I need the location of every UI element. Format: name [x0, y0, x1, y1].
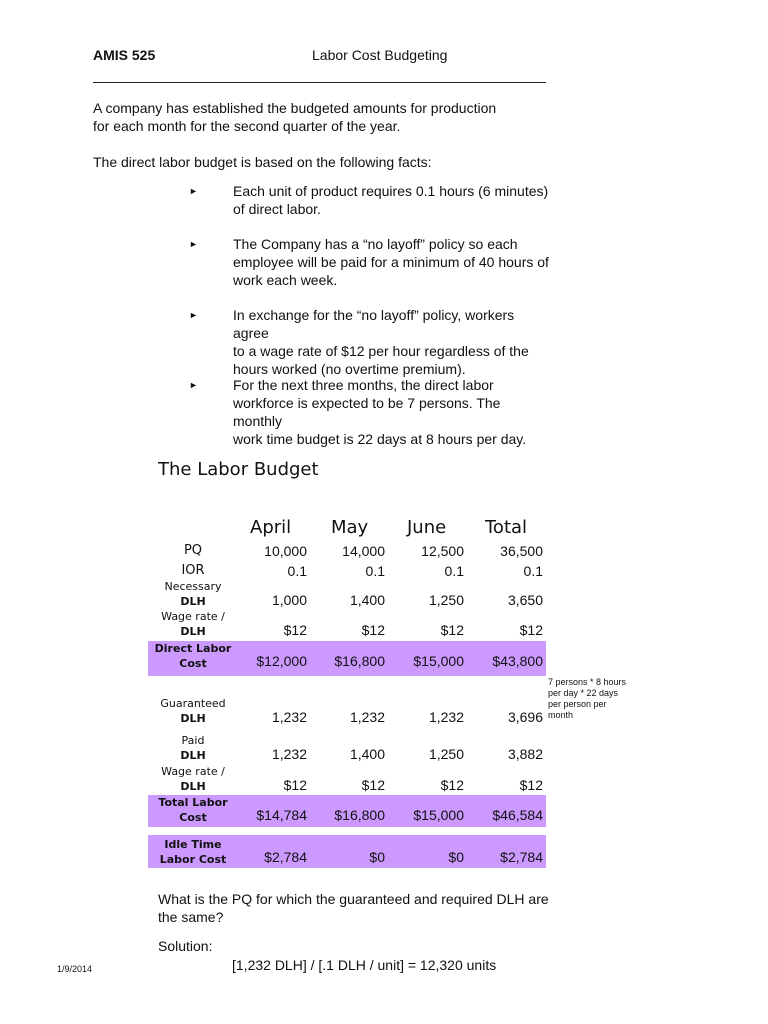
bullet-icon: ►	[189, 310, 198, 320]
bullet-line: employee will be paid for a minimum of 40 hours of	[233, 254, 549, 270]
cell-dlc-may: $16,800	[334, 653, 385, 669]
row-label-total-labor-cost: Total Labor Cost	[158, 796, 228, 824]
header-rule	[93, 82, 546, 83]
cell-pq-april: 10,000	[264, 543, 307, 559]
cell-wage1-may: $12	[361, 622, 385, 638]
cell-wage2-total: $12	[519, 777, 543, 793]
cell-gdlh-may: 1,232	[349, 709, 385, 725]
cell-dlc-total: $43,800	[492, 653, 543, 669]
bullet-icon: ►	[189, 186, 198, 196]
cell-wage1-june: $12	[440, 622, 464, 638]
solution-formula: [1,232 DLH] / [.1 DLH / unit] = 12,320 units	[232, 957, 497, 973]
row-label-wage-rate: Wage rate / DLH	[161, 765, 225, 793]
cell-ior-april: 0.1	[287, 563, 307, 579]
bullet-icon: ►	[189, 380, 198, 390]
column-header-april: April	[250, 517, 292, 538]
cell-ndlh-june: 1,250	[428, 592, 464, 608]
cell-wage2-may: $12	[361, 777, 385, 793]
row-label-paid-dlh: Paid DLH	[180, 734, 206, 762]
cell-gdlh-total: 3,696	[507, 709, 543, 725]
cell-tlc-total: $46,584	[492, 807, 543, 823]
bullet-line: For the next three months, the direct labor	[233, 377, 494, 393]
cell-tlc-april: $14,784	[256, 807, 307, 823]
cell-ior-total: 0.1	[523, 563, 543, 579]
solution-label: Solution:	[158, 938, 213, 954]
row-label-ior: IOR	[181, 563, 205, 578]
cell-wage2-april: $12	[283, 777, 307, 793]
cell-tlc-june: $15,000	[413, 807, 464, 823]
guaranteed-dlh-note: 7 persons * 8 hours per day * 22 days per person per month	[548, 677, 627, 720]
cell-pq-may: 14,000	[342, 543, 385, 559]
cell-itlc-total: $2,784	[500, 849, 543, 865]
bullet-line: work each week.	[233, 272, 338, 288]
row-label-necessary-dlh: Necessary DLH	[164, 580, 222, 608]
bullet-line: of direct labor.	[233, 201, 321, 217]
cell-tlc-may: $16,800	[334, 807, 385, 823]
cell-wage1-april: $12	[283, 622, 307, 638]
row-label-wage-rate: Wage rate / DLH	[161, 610, 225, 638]
bullet-icon: ►	[189, 239, 198, 249]
bullet-item	[233, 182, 553, 218]
cell-pdlh-total: 3,882	[507, 746, 543, 762]
cell-ndlh-total: 3,650	[507, 592, 543, 608]
bullet-line: workforce is expected to be 7 persons. The monthly	[233, 395, 501, 429]
row-label-pq: PQ	[183, 543, 203, 558]
cell-dlc-june: $15,000	[413, 653, 464, 669]
cell-ndlh-april: 1,000	[271, 592, 307, 608]
question-line-2: the same?	[158, 909, 224, 925]
cell-pdlh-june: 1,250	[428, 746, 464, 762]
cell-pdlh-may: 1,400	[349, 746, 385, 762]
course-code: AMIS 525	[93, 47, 156, 63]
column-header-total: Total	[485, 517, 528, 538]
cell-itlc-april: $2,784	[264, 849, 307, 865]
labor-budget-title: The Labor Budget	[158, 459, 319, 480]
bullet-line: In exchange for the “no layoff” policy, workers agree	[233, 307, 515, 341]
row-label-guaranteed-dlh: Guaranteed DLH	[160, 697, 226, 725]
intro-line-2: for each month for the second quarter of the year.	[93, 118, 401, 134]
cell-pq-total: 36,500	[500, 543, 543, 559]
intro-line-3: The direct labor budget is based on the following facts:	[93, 154, 432, 170]
cell-gdlh-june: 1,232	[428, 709, 464, 725]
cell-ior-may: 0.1	[365, 563, 385, 579]
bullet-line: to a wage rate of $12 per hour regardless of the	[233, 343, 529, 359]
bullet-line: Each unit of product requires 0.1 hours (6 minutes)	[233, 183, 549, 199]
bullet-item	[233, 235, 553, 289]
bullet-item	[233, 306, 553, 378]
bullet-line: The Company has a “no layoff” policy so each	[233, 236, 518, 252]
cell-itlc-june: $0	[448, 849, 464, 865]
cell-itlc-may: $0	[369, 849, 385, 865]
cell-pq-june: 12,500	[421, 543, 464, 559]
bullet-line: hours worked (no overtime premium).	[233, 361, 466, 377]
document-title: Labor Cost Budgeting	[312, 47, 448, 63]
cell-wage1-total: $12	[519, 622, 543, 638]
cell-ndlh-may: 1,400	[349, 592, 385, 608]
row-label-idle-time-labor-cost: Idle Time Labor Cost	[159, 838, 227, 866]
cell-gdlh-april: 1,232	[271, 709, 307, 725]
column-header-may: May	[331, 517, 369, 538]
row-label-direct-labor-cost: Direct Labor Cost	[154, 642, 232, 670]
bullet-line: work time budget is 22 days at 8 hours per day.	[233, 431, 527, 447]
question-line-1: What is the PQ for which the guaranteed and required DLH are	[158, 891, 549, 907]
column-header-june: June	[407, 517, 447, 538]
cell-pdlh-april: 1,232	[271, 746, 307, 762]
cell-wage2-june: $12	[440, 777, 464, 793]
bullet-item	[233, 376, 553, 448]
footer-date: 1/9/2014	[57, 964, 93, 974]
intro-line-1: A company has established the budgeted amounts for production	[93, 100, 497, 116]
cell-ior-june: 0.1	[444, 563, 464, 579]
cell-dlc-april: $12,000	[256, 653, 307, 669]
